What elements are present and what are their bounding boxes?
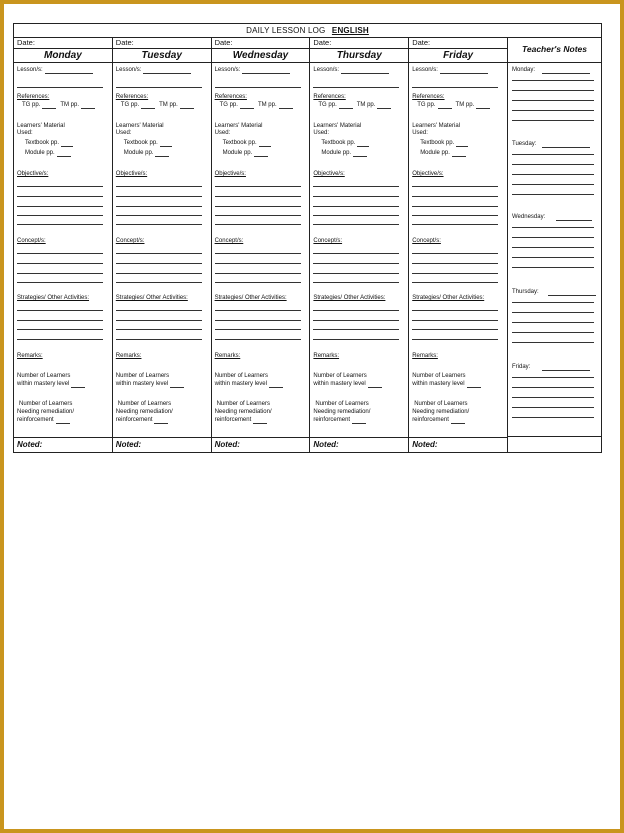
module-row — [321, 150, 367, 157]
notes-write-line[interactable] — [512, 397, 594, 398]
write-line[interactable] — [313, 320, 399, 321]
objectives-label: Objective/s: — [17, 171, 49, 177]
remediation-line-1: Number of Learners — [117, 401, 172, 407]
write-line[interactable] — [17, 215, 103, 216]
textbook-row — [124, 140, 172, 147]
teachers-notes-column — [508, 37, 601, 452]
concepts-label: Concept/s: — [214, 238, 244, 244]
write-line[interactable] — [17, 224, 103, 225]
mastery-line-2: within mastery level — [116, 381, 184, 388]
notes-write-line[interactable] — [512, 120, 594, 121]
module-label: Module pp. — [123, 150, 154, 156]
notes-day-label: Tuesday: — [512, 141, 537, 147]
mastery-line-2: within mastery level — [17, 381, 85, 388]
write-line[interactable] — [412, 224, 498, 225]
write-line[interactable] — [215, 186, 301, 187]
inline-blank[interactable] — [42, 102, 56, 109]
remediation-line-2: Needing remediation/ — [313, 409, 371, 415]
textbook-row — [321, 140, 369, 147]
notes-write-line[interactable] — [512, 154, 594, 155]
write-line[interactable] — [17, 253, 103, 254]
write-line[interactable] — [412, 253, 498, 254]
remarks-label: Remarks: — [214, 353, 241, 359]
write-line[interactable] — [412, 320, 498, 321]
module-row — [420, 150, 466, 157]
inline-blank[interactable] — [357, 140, 369, 147]
learners-material-label: Learners' Material — [313, 123, 362, 129]
references-label: References: — [412, 94, 445, 100]
write-line[interactable] — [116, 224, 202, 225]
inline-blank[interactable] — [259, 140, 271, 147]
write-line[interactable] — [215, 273, 301, 274]
write-line[interactable] — [313, 339, 399, 340]
remediation-line-3: reinforcement — [116, 417, 169, 424]
write-line[interactable] — [313, 186, 399, 187]
tg-tm-row — [220, 102, 293, 109]
log-title: DAILY LESSON LOG — [246, 26, 326, 35]
day-body — [14, 63, 112, 429]
date-field[interactable]: Date: — [409, 37, 507, 49]
mastery-line-2: within mastery level — [313, 381, 381, 388]
tm-label: TM pp. — [356, 102, 376, 108]
inline-blank[interactable] — [339, 102, 353, 109]
log-subject: ENGLISH — [331, 26, 369, 35]
lessons-label: Lesson/s: — [215, 67, 291, 74]
tg-tm-row — [417, 102, 490, 109]
tg-label: TG pp. — [22, 102, 41, 108]
write-line[interactable] — [412, 206, 498, 207]
inline-blank[interactable] — [254, 150, 268, 157]
textbook-row — [223, 140, 271, 147]
write-line[interactable] — [17, 329, 103, 330]
inline-blank[interactable] — [57, 150, 71, 157]
write-line[interactable] — [17, 196, 103, 197]
remediation-line-1: Number of Learners — [19, 401, 73, 407]
remediation-line-3: reinforcement — [17, 417, 70, 424]
inline-blank[interactable] — [353, 150, 367, 157]
textbook-label: Textbook pp. — [25, 140, 60, 146]
strategies-label: Strategies/ Other Activities: — [412, 295, 485, 301]
objectives-label: Objective/s: — [115, 171, 148, 177]
notes-noted-cell — [508, 436, 601, 452]
day-column — [310, 37, 409, 452]
notes-write-line[interactable] — [512, 322, 594, 323]
inline-blank[interactable] — [81, 102, 95, 109]
day-column — [409, 37, 508, 452]
notes-write-line[interactable] — [512, 387, 594, 388]
day-heading: Monday — [14, 49, 112, 63]
tm-label: TM pp. — [257, 102, 277, 108]
used-label: Used: — [17, 130, 33, 136]
day-body — [212, 63, 310, 429]
references-label: References: — [313, 94, 346, 100]
write-line[interactable] — [116, 196, 202, 197]
write-line[interactable] — [215, 215, 301, 216]
inline-blank[interactable] — [56, 417, 70, 424]
write-line[interactable] — [215, 282, 301, 283]
date-field[interactable]: Date: — [212, 37, 310, 49]
write-line[interactable] — [215, 263, 301, 264]
write-line[interactable] — [313, 253, 399, 254]
write-line[interactable] — [412, 196, 498, 197]
notes-write-line[interactable] — [512, 110, 594, 111]
remarks-label: Remarks: — [313, 353, 340, 359]
textbook-row — [420, 140, 468, 147]
tg-label: TG pp. — [417, 102, 436, 108]
notes-write-line[interactable] — [512, 377, 594, 378]
textbook-label: Textbook pp. — [123, 140, 158, 146]
concepts-label: Concept/s: — [313, 238, 343, 244]
write-line[interactable] — [215, 224, 301, 225]
write-line[interactable] — [116, 263, 202, 264]
inline-blank[interactable] — [352, 417, 366, 424]
module-row — [25, 150, 71, 157]
lessons-label: Lesson/s: — [313, 67, 389, 74]
remediation-line-2: Needing remediation/ — [412, 409, 470, 415]
write-line[interactable] — [412, 87, 498, 88]
tg-tm-row — [121, 102, 194, 109]
inline-blank[interactable] — [155, 150, 169, 157]
write-line[interactable] — [116, 186, 202, 187]
used-label: Used: — [214, 130, 231, 136]
write-line[interactable] — [412, 282, 498, 283]
inline-blank[interactable] — [141, 102, 155, 109]
mastery-line-2: within mastery level — [215, 381, 283, 388]
used-label: Used: — [412, 130, 428, 136]
learners-material-label: Learners' Material — [214, 123, 263, 129]
inline-blank[interactable] — [71, 381, 85, 388]
mastery-line-2: within mastery level — [412, 381, 480, 388]
remediation-line-1: Number of Learners — [216, 401, 270, 407]
write-line[interactable] — [116, 282, 202, 283]
notes-write-line[interactable] — [512, 174, 594, 175]
write-line[interactable] — [17, 310, 103, 311]
inline-blank[interactable] — [476, 102, 490, 109]
notes-write-line[interactable] — [512, 80, 594, 81]
notes-write-line[interactable] — [512, 184, 594, 185]
write-line[interactable] — [412, 273, 498, 274]
inline-blank[interactable] — [180, 102, 194, 109]
write-line[interactable] — [17, 87, 103, 88]
day-body — [409, 63, 507, 429]
write-line[interactable] — [215, 329, 301, 330]
textbook-row — [25, 140, 73, 147]
inline-blank[interactable] — [253, 417, 267, 424]
inline-blank[interactable] — [377, 102, 391, 109]
remediation-line-3: reinforcement — [215, 417, 268, 424]
tg-label: TG pp. — [318, 102, 337, 108]
concepts-label: Concept/s: — [115, 238, 145, 244]
notes-write-line[interactable] — [512, 100, 594, 101]
date-field[interactable]: Date: — [113, 37, 211, 49]
lessons-label: Lesson/s: — [17, 67, 93, 74]
inline-blank[interactable] — [456, 140, 468, 147]
write-line[interactable] — [17, 263, 103, 264]
write-line[interactable] — [116, 253, 202, 254]
day-column — [14, 37, 113, 452]
write-line[interactable] — [313, 215, 399, 216]
tg-tm-row — [22, 102, 95, 109]
notes-write-line[interactable] — [512, 194, 594, 195]
inline-blank[interactable] — [240, 102, 254, 109]
noted-field[interactable]: Noted: — [409, 437, 507, 452]
notes-write-line[interactable] — [512, 407, 594, 408]
remediation-line-1: Number of Learners — [315, 401, 369, 407]
notes-day-blank[interactable] — [542, 73, 590, 74]
mastery-line-1: Number of Learners — [412, 373, 466, 379]
write-line[interactable] — [412, 186, 498, 187]
mastery-line-1: Number of Learners — [17, 373, 71, 379]
write-line[interactable] — [215, 196, 301, 197]
write-line[interactable] — [313, 87, 399, 88]
write-line[interactable] — [412, 310, 498, 311]
inline-blank[interactable] — [440, 67, 488, 74]
notes-write-line[interactable] — [512, 417, 594, 418]
notes-write-line[interactable] — [512, 247, 594, 248]
write-line[interactable] — [313, 224, 399, 225]
inline-blank[interactable] — [438, 102, 452, 109]
write-line[interactable] — [313, 263, 399, 264]
noted-field[interactable]: Noted: — [14, 437, 112, 452]
write-line[interactable] — [116, 320, 202, 321]
objectives-label: Objective/s: — [412, 171, 444, 177]
day-heading: Tuesday — [113, 49, 211, 63]
textbook-label: Textbook pp. — [222, 140, 257, 146]
notes-day-blank[interactable] — [548, 295, 596, 296]
references-label: References: — [214, 94, 247, 100]
tm-label: TM pp. — [455, 102, 475, 108]
inline-blank[interactable] — [45, 67, 93, 74]
write-line[interactable] — [412, 339, 498, 340]
day-body — [113, 63, 211, 429]
write-line[interactable] — [313, 273, 399, 274]
concepts-label: Concept/s: — [17, 238, 46, 244]
write-line[interactable] — [17, 282, 103, 283]
day-column — [212, 37, 311, 452]
notes-write-line[interactable] — [512, 332, 594, 333]
inline-blank[interactable] — [154, 417, 168, 424]
inline-blank[interactable] — [143, 67, 191, 74]
remediation-line-3: reinforcement — [412, 417, 465, 424]
date-field[interactable]: Date: — [14, 37, 112, 49]
notes-day-label: Thursday: — [512, 289, 539, 295]
remediation-line-1: Number of Learners — [414, 401, 468, 407]
write-line[interactable] — [412, 263, 498, 264]
module-label: Module pp. — [222, 150, 253, 156]
write-line[interactable] — [17, 186, 103, 187]
objectives-label: Objective/s: — [313, 171, 345, 177]
noted-field[interactable]: Noted: — [310, 437, 408, 452]
remarks-label: Remarks: — [17, 353, 43, 359]
references-label: References: — [115, 94, 149, 100]
mastery-line-1: Number of Learners — [313, 373, 367, 379]
noted-field[interactable]: Noted: — [212, 437, 310, 452]
used-label: Used: — [115, 130, 132, 136]
references-label: References: — [17, 94, 50, 100]
write-line[interactable] — [116, 310, 202, 311]
notes-day-label: Friday: — [512, 364, 531, 370]
inline-blank[interactable] — [61, 140, 73, 147]
tm-label: TM pp. — [60, 102, 80, 108]
used-label: Used: — [313, 130, 330, 136]
notes-write-line[interactable] — [512, 267, 594, 268]
day-heading: Wednesday — [212, 49, 310, 63]
day-heading: Friday — [409, 49, 507, 63]
concepts-label: Concept/s: — [412, 238, 441, 244]
daily-lesson-log-table — [13, 23, 602, 453]
write-line[interactable] — [313, 329, 399, 330]
notes-day-label: Wednesday: — [512, 214, 546, 220]
notes-day-label: Monday: — [512, 67, 536, 73]
teachers-notes-heading: Teacher's Notes — [508, 37, 601, 63]
inline-blank[interactable] — [170, 381, 184, 388]
write-line[interactable] — [313, 282, 399, 283]
day-body — [310, 63, 408, 429]
textbook-label: Textbook pp. — [420, 140, 455, 146]
write-line[interactable] — [313, 196, 399, 197]
mastery-line-1: Number of Learners — [214, 373, 268, 379]
notes-day-blank[interactable] — [542, 147, 590, 148]
tg-label: TG pp. — [120, 102, 140, 108]
inline-blank[interactable] — [368, 381, 382, 388]
write-line[interactable] — [116, 329, 202, 330]
remarks-label: Remarks: — [412, 353, 438, 359]
mastery-line-1: Number of Learners — [115, 373, 170, 379]
module-label: Module pp. — [321, 150, 352, 156]
noted-field[interactable]: Noted: — [113, 437, 211, 452]
log-title-row — [14, 24, 601, 38]
notes-write-line[interactable] — [512, 90, 594, 91]
write-line[interactable] — [17, 339, 103, 340]
inline-blank[interactable] — [242, 67, 290, 74]
learners-material-label: Learners' Material — [412, 123, 461, 129]
write-line[interactable] — [17, 206, 103, 207]
learners-material-label: Learners' Material — [115, 123, 164, 129]
write-line[interactable] — [116, 215, 202, 216]
notes-write-line[interactable] — [512, 312, 594, 313]
remediation-line-2: Needing remediation/ — [17, 409, 75, 415]
write-line[interactable] — [215, 339, 301, 340]
write-line[interactable] — [116, 87, 202, 88]
notes-write-line[interactable] — [512, 302, 594, 303]
inline-blank[interactable] — [160, 140, 172, 147]
remediation-line-2: Needing remediation/ — [115, 409, 173, 415]
write-line[interactable] — [215, 87, 301, 88]
learners-material-label: Learners' Material — [17, 123, 65, 129]
tg-tm-row — [318, 102, 391, 109]
notes-write-line[interactable] — [512, 164, 594, 165]
date-field[interactable]: Date: — [310, 37, 408, 49]
write-line[interactable] — [412, 329, 498, 330]
notes-day-blank[interactable] — [542, 370, 590, 371]
write-line[interactable] — [17, 320, 103, 321]
day-heading: Thursday — [310, 49, 408, 63]
write-line[interactable] — [116, 339, 202, 340]
notes-write-line[interactable] — [512, 257, 594, 258]
remediation-line-2: Needing remediation/ — [214, 409, 272, 415]
inline-blank[interactable] — [451, 417, 465, 424]
inline-blank[interactable] — [269, 381, 283, 388]
write-line[interactable] — [215, 253, 301, 254]
strategies-label: Strategies/ Other Activities: — [214, 295, 287, 301]
lessons-label: Lesson/s: — [116, 67, 192, 74]
module-row — [124, 150, 170, 157]
textbook-label: Textbook pp. — [321, 140, 356, 146]
module-label: Module pp. — [420, 150, 450, 156]
inline-blank[interactable] — [341, 67, 389, 74]
module-row — [223, 150, 269, 157]
write-line[interactable] — [215, 310, 301, 311]
strategies-label: Strategies/ Other Activities: — [115, 295, 188, 301]
inline-blank[interactable] — [279, 102, 293, 109]
strategies-label: Strategies/ Other Activities: — [17, 295, 90, 301]
objectives-label: Objective/s: — [214, 171, 246, 177]
notes-write-line[interactable] — [512, 342, 594, 343]
notes-write-line[interactable] — [512, 237, 594, 238]
write-line[interactable] — [17, 273, 103, 274]
lessons-label: Lesson/s: — [412, 67, 488, 74]
write-line[interactable] — [412, 215, 498, 216]
remediation-line-3: reinforcement — [313, 417, 366, 424]
write-line[interactable] — [215, 206, 301, 207]
tm-label: TM pp. — [159, 102, 178, 108]
day-column — [113, 37, 212, 452]
remarks-label: Remarks: — [115, 353, 142, 359]
tg-label: TG pp. — [219, 102, 238, 108]
write-line[interactable] — [116, 206, 202, 207]
notes-write-line[interactable] — [512, 227, 594, 228]
write-line[interactable] — [313, 206, 399, 207]
strategies-label: Strategies/ Other Activities: — [313, 295, 386, 301]
write-line[interactable] — [116, 273, 202, 274]
write-line[interactable] — [215, 320, 301, 321]
inline-blank[interactable] — [452, 150, 466, 157]
notes-day-blank[interactable] — [556, 220, 592, 221]
write-line[interactable] — [313, 310, 399, 311]
inline-blank[interactable] — [467, 381, 481, 388]
module-label: Module pp. — [25, 150, 55, 156]
